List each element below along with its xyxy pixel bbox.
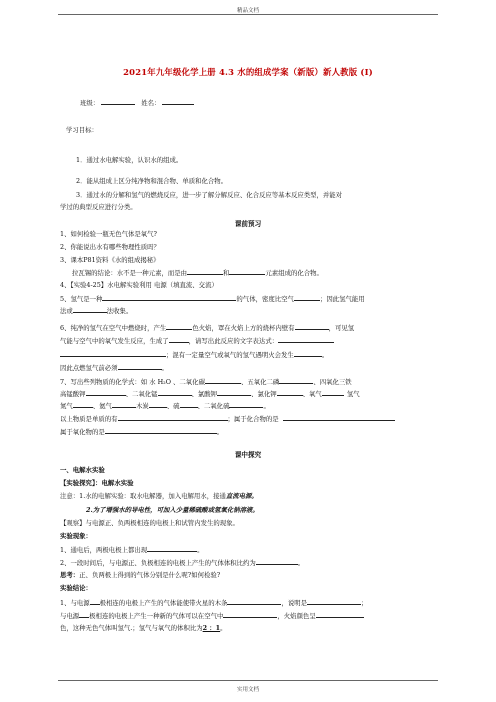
goal-item: 学过的典型反应进行分类。 — [60, 203, 137, 211]
goal-item: 3．通过水的分解和氢气的燃烧反应，进一步了解分解反应、化合反应等基本反应类型，并能对 — [76, 191, 343, 199]
observe-text: 【观察】与电源正、负两极相连的电极上和试管内发生的现象。 — [60, 519, 239, 527]
class-heading: 课中探究 — [234, 451, 262, 459]
name-label: 姓名： — [141, 99, 161, 107]
question-6-cont: 气能与空气中的氧气发生反应，生成了 ，请写出此反应的文字表达式： — [60, 336, 334, 345]
question-3-answer: 拉瓦锡的结论：水不是一种元素，而是由 和 元素组成的化合物。 — [72, 269, 323, 277]
answer-blank — [147, 545, 197, 552]
page-footer: 实用文档 — [236, 687, 259, 693]
answer-blank — [227, 598, 281, 605]
goal-item: 1．通过水电解实验，认识水的组成。 — [76, 156, 183, 164]
name-blank — [162, 98, 194, 105]
question-6-cont: 因此点燃氢气前必须 。 — [60, 364, 168, 372]
explore-label: 【实验探究】：电解水实验 — [60, 479, 134, 487]
phenomena-label: 实验现象： — [60, 532, 92, 540]
question-3: 3、课本P81资料《水的组成揭秘》 — [60, 256, 160, 264]
conclusion-1: 1、与电源 极相连的电极上产生的气体能使带火星的木条 ，说明是 ； — [60, 599, 368, 607]
question-6-cont: ；混有一定量空气或氧气的氢气遇明火会发生 。 — [60, 350, 328, 359]
answer-blank — [112, 401, 136, 408]
goal-item: 2．能从组成上区分纯净物和混合物、单质和化合物。 — [76, 177, 228, 185]
answer-blank — [187, 268, 223, 275]
footer-rule — [58, 680, 438, 681]
goals-title: 学习目标： — [66, 126, 98, 134]
phenomenon-2: 2、一段时间后，与电源正、负极相连的电极上产生的气体体积比约为 。 — [60, 559, 305, 567]
answer-blank — [322, 389, 344, 396]
question-1: 1、如何检验一瓶无色气体是氧气? — [60, 230, 157, 238]
answer-blank — [79, 611, 89, 618]
answer-blank — [295, 323, 329, 330]
answer-blank — [149, 401, 167, 408]
note-1: 注意：1.水的电解实验：取水电解器，加入电解用水，接通直流电源。 — [60, 492, 258, 500]
answer-blank — [278, 336, 334, 343]
answer-blank — [217, 389, 251, 396]
answer-blank — [102, 294, 236, 301]
answer-blank — [180, 401, 198, 408]
answer-blank — [223, 611, 277, 618]
student-info-line — [80, 98, 194, 107]
section-heading: 一、电解水实验 — [60, 466, 105, 474]
note-2: 2.为了增强水的导电性，可加入少量稀硫酸或氢氧化钠溶液。 — [86, 506, 259, 514]
question-5: 5、氢气是一种 的气体，密度比空气 ；因此氢气能用 — [60, 295, 365, 303]
question-5-cont: 法或 法收集。 — [60, 307, 133, 315]
answer-blank — [118, 363, 162, 370]
answer-blank — [105, 427, 217, 434]
question-7: 7、写出些列物质的化学式：如 水 H₂O 、二氧化碳 、五氧化二磷 、四氧化三铁 — [60, 378, 352, 386]
answer-blank — [294, 294, 320, 301]
answer-blank — [229, 401, 263, 408]
answer-blank — [205, 377, 241, 384]
question-4: 4、【实验4-25】水电解实验利用 电源（填直流、交流） — [60, 281, 218, 289]
page-header: 精品文档 — [236, 8, 259, 14]
answer-blank — [307, 598, 361, 605]
header-rule — [58, 14, 438, 15]
question-7-cont: 高锰酸钾 、二氧化锰 、氯酸钾 、氯化钾 、氧气 氢气 — [60, 390, 360, 398]
preview-heading: 课前预习 — [234, 220, 262, 228]
question-2: 2、你能说出水有哪些物理性质吗？ — [60, 243, 160, 251]
answer-blank — [277, 389, 303, 396]
answer-blank — [256, 558, 298, 565]
question-7-cont: 以上物质是单质的有 ；属于化合物的是 — [60, 414, 395, 423]
answer-blank — [283, 414, 395, 421]
answer-blank — [86, 389, 126, 396]
question-7-cont: 属于氧化物的是 。 — [60, 428, 224, 436]
conclusion-3: 色，这种无色气体叫氢气.；氢气与氧气的体积比为2 ：1。 — [60, 624, 227, 632]
phenomenon-1: 1、通电后，两极电极上都出现 。 — [60, 546, 204, 554]
class-blank — [101, 98, 135, 105]
document-title: 2021年九年级化学上册 4.3 水的组成学案（新版）新人教版 (I) — [123, 67, 373, 77]
answer-blank — [158, 389, 192, 396]
answer-blank — [279, 377, 313, 384]
answer-blank — [73, 306, 107, 313]
answer-blank — [60, 350, 166, 357]
answer-blank — [118, 414, 228, 421]
answer-blank — [166, 323, 192, 330]
question-6: 6、纯净的氢气在空气中燃烧时，产生 色火焰，罩在火焰上方的烧杯内壁有 ，可见氢 — [60, 324, 355, 332]
conclusion-label: 实验结论： — [60, 584, 92, 592]
answer-blank — [90, 598, 100, 605]
think-line: 思考：正、负两极上得到的气体分别是什么呢?如何检验? — [60, 571, 221, 579]
answer-blank — [294, 350, 322, 357]
answer-blank — [229, 268, 265, 275]
class-label: 班级： — [80, 99, 100, 107]
conclusion-2: 与电源 极相连的电极上产生一种新的气体可以在空气中 ，火焰颜色呈 — [60, 611, 364, 620]
answer-blank — [316, 611, 364, 618]
answer-blank — [169, 336, 189, 343]
question-7-cont: 氮气 、氦气 木炭 、硫 、二氧化硫 。 — [60, 402, 270, 410]
answer-blank — [73, 401, 93, 408]
